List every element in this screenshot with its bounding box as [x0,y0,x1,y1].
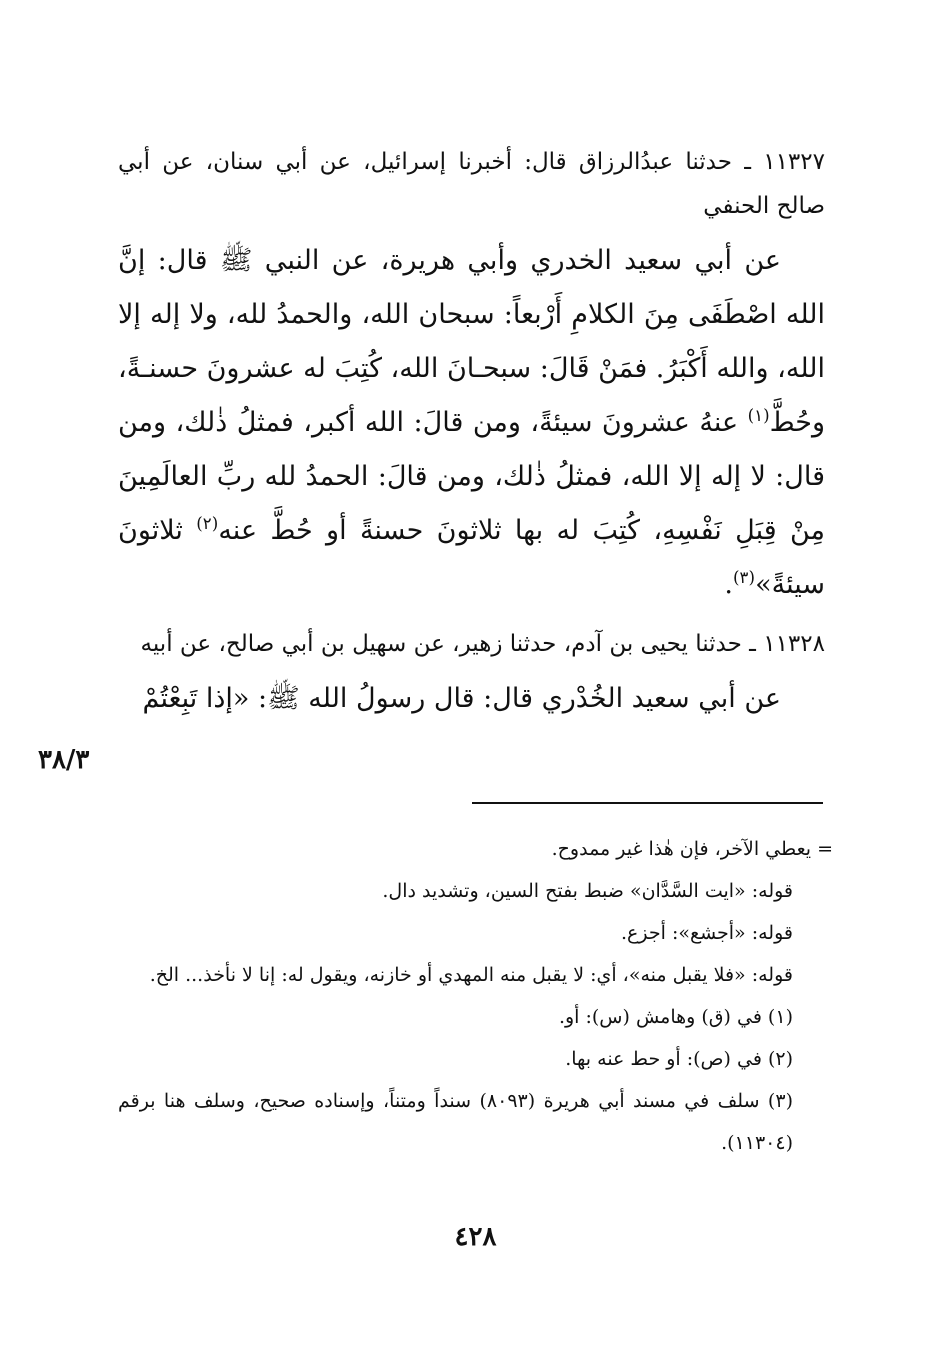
footnote-1: (١) في (ق) وهامش (س): أو. [558,1006,793,1028]
hadith-11328-isnad: ١١٣٢٨ ـ حدثنا يحيى بن آدم، حدثنا زهير، عن سهيل بن أبي صالح، عن أبيه [140,631,825,657]
footnotes [118,828,833,1164]
footnote-marker-2: (٢) [196,513,219,533]
hadith-11328-matn: عن أبي سعيد الخُدْري قال: قال رسولُ الله ﷺ: «إذا تَبِعْتُمْ [142,683,781,714]
footnote-marker-3: (٣) [733,567,756,587]
footnote-separator [472,802,823,804]
matn-part-1: عن أبي سعيد الخدري وأبي هريرة، عن النبي ﷺ قال: إنَّ الله اصْطَفَى مِنَ الكلامِ أَرْبعاً: سبحان الله، والحمدُ لله، ولا إله إلا الله، والله أَكْبَرُ. فمَنْ قَالَ: سبحـانَ الله، كُتِبَ له عشرونَ حسنـةً، وحُطَّ [118,245,825,438]
main-text [118,140,825,736]
footnote-2: (٢) في (ص): أو حط عنه بها. [565,1048,793,1070]
footnote-3: (٣) سلف في مسند أبي هريرة (٨٠٩٣) سنداً ومتناً، وإسناده صحيح، وسلف هنا برقم (١١٣٠٤). [118,1090,793,1154]
margin-volume-page-reference: ٣٨/٣ [38,745,90,775]
footnote-gloss-3: قوله: «فلا يقبل منه»، أي: لا يقبل منه المهدي أو خازنه، ويقول له: إنا لا نأخذ... الخ. [149,964,793,986]
footnote-gloss-2: قوله: «أجشع»: أجزع. [621,922,793,944]
matn-end: . [724,569,734,600]
page-number: ٤٢٨ [454,1222,497,1252]
matn-part-2: عنهُ عشرونَ سيئةً، ومن قالَ: الله أكبر، فمثلُ ذٰلك، ومن قال: لا إله إلا الله، فمثلُ ذٰلك، ومن قالَ: الحمدُ لله ربِّ العالَمِينَ مِنْ قِبَلِ نَفْسِهِ، كُتِبَ له بها ثلاثونَ حسنةً أو حُطَّ عنه [118,407,826,546]
hadith-11327-matn [118,234,825,612]
hadith-11327-isnad: ١١٣٢٧ ـ حدثنا عبدُالرزاق قال: أخبرنا إسرائيل، عن أبي سنان، عن أبي صالح الحنفي [118,149,825,219]
footnote-marker-1: (١) [747,405,770,425]
matn-part-3: ثلاثونَ سيئةً» [118,515,825,600]
footnote-continuation: = يعطي الآخر، فإن هٰذا غير ممدوح. [551,838,833,860]
footnote-gloss-1: قوله: «ايت السَّدَّان» ضبط بفتح السين، وتشديد دال. [382,880,793,902]
